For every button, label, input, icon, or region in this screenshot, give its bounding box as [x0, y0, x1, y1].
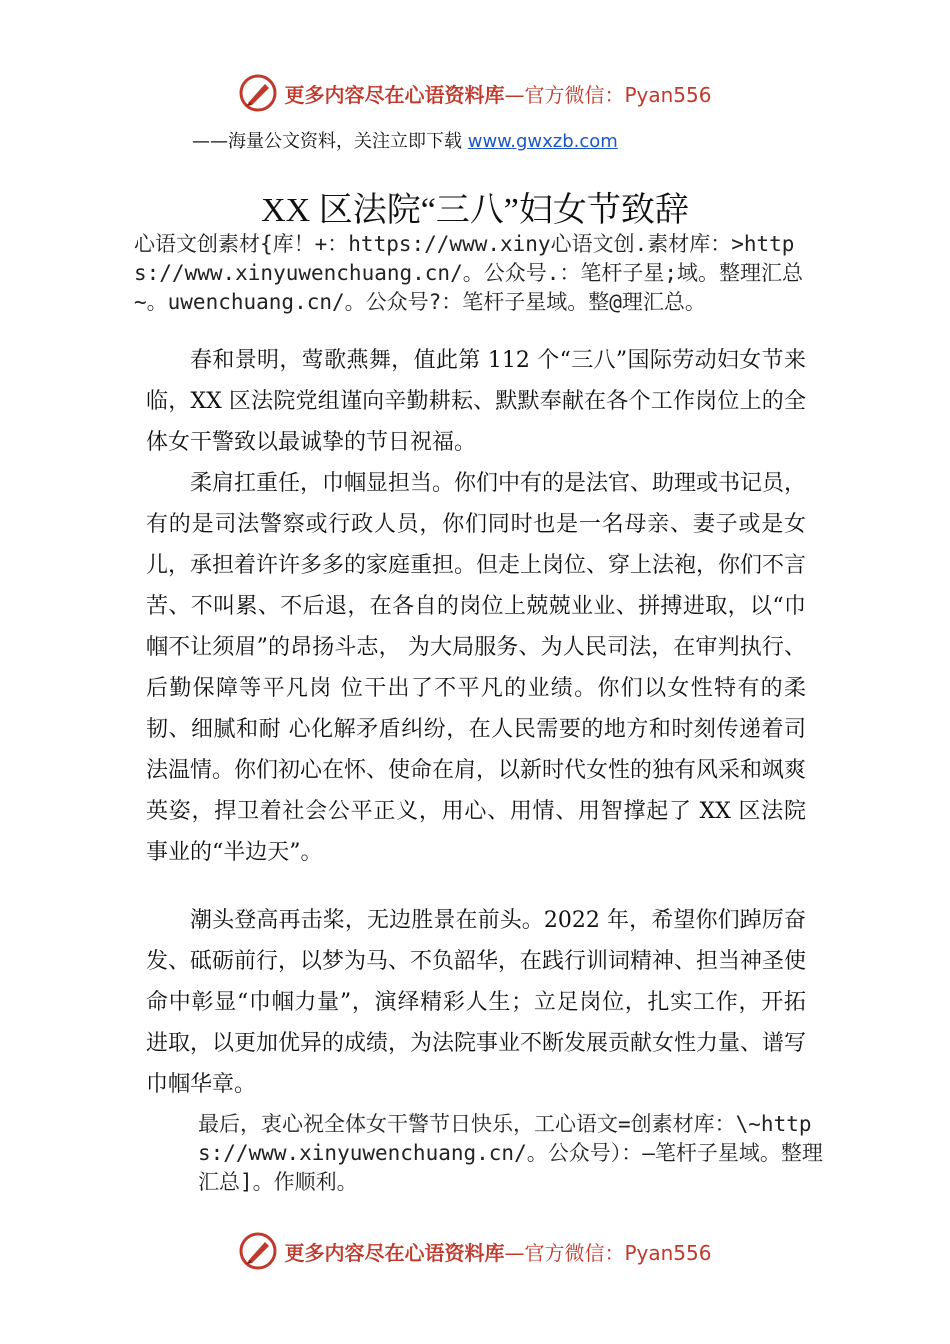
tagline-prefix: ——海量公文资料，关注立即下载	[192, 131, 468, 152]
watermark-text-bottom: 最后，衷心祝全体女干警节日快乐，工心语文=创素材库：\~https://www.xinyuwenchuang.cn/。公众号）：—笔杆子星域。整理汇总]。作顺利。	[198, 1112, 823, 1194]
wechat-text: —官方微信：Pyan556	[504, 82, 712, 107]
paragraph-outlook: 潮头登高再击桨，无边胜景在前头。2022 年，希望你们踔厉奋发、砥砺前行，以梦为马、不负韶华，在践行训词精神、担当神圣使命中彰显“巾帼力量”，演绎精彩人生；立足岗位，扎实工作，开拓进取，以更加优异的成绩，为法院事业不断发展贡献女性力量、谱写巾帼华章。	[146, 908, 807, 1097]
wechat-text: —官方微信：Pyan556	[504, 1240, 712, 1265]
footer-banner	[0, 1228, 950, 1274]
header-banner	[0, 70, 950, 116]
pen-circle-logo-icon	[238, 73, 278, 113]
pen-circle-logo-icon	[238, 1231, 278, 1271]
download-link[interactable]: www.gwxzb.com	[467, 131, 618, 152]
brand-text: 更多内容尽在心语资料库	[284, 1240, 505, 1265]
paragraph-praise: 柔肩扛重任，巾帼显担当。你们中有的是法官、助理或书记员，有的是司法警察或行政人员，你们同时也是一名母亲、妻子或是女儿，承担着许许多多的家庭重担。但走上岗位、穿上法袍，你们不言苦、不叫累、不后退，在各自的岗位上兢兢业业、拼搏进取，以“巾帼不让须眉”的昂扬斗志， 为大局服务、为人民司法，在审判执行、后勤保障等平凡岗 位干出了不平凡的业绩。你们以女性特有的柔韧、细腻和耐 心化解矛盾纠纷，在人民需要的地方和时刻传递着司法温情。你们初心在怀、使命在肩，以新时代女性的独有风采和飒爽 英姿，捍卫着社会公平正义，用心、用情、用智撑起了 XX 区法院事业的“半边天”。	[146, 471, 807, 865]
page-title: XX 区法院“三八”妇女节致辞	[261, 192, 689, 229]
brand-text: 更多内容尽在心语资料库	[284, 82, 505, 107]
download-tagline	[192, 127, 618, 153]
paragraph-greeting: 春和景明，莺歌燕舞，值此第 112 个“三八”国际劳动妇女节来临，XX 区法院党组谨向辛勤耕耘、默默奉献在各个工作岗位上的全体女干警致以最诚挚的节日祝福。	[146, 348, 806, 455]
watermark-text-top: 心语文创素材{库！+：https://www.xiny心语文创.素材库：>https://www.xinyuwenchuang.cn/。公众号.：笔杆子星;域。整理汇总~。uwenchuang.cn/。公众号?：笔杆子星域。整@理汇总。	[134, 232, 804, 314]
